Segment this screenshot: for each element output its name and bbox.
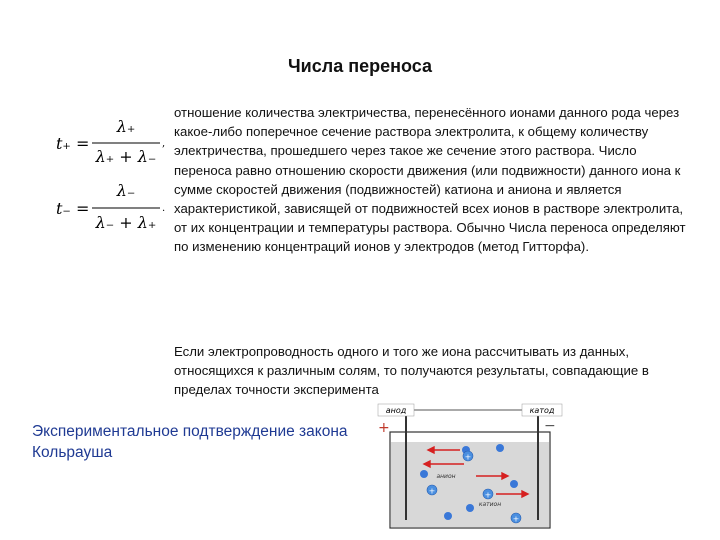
- slide-title: Числа переноса: [288, 56, 432, 76]
- figure-caption: Экспериментальное подтверждение закона Кольрауша: [32, 423, 348, 461]
- kohlrausch-paragraph: Если электропроводность одного и того же иона рассчитывать из данных, относящихся к различным солям, то получаются результаты, совпадающие в пределах точности эксперимента: [174, 344, 649, 398]
- formula-trail: ,: [162, 138, 166, 149]
- electrolysis-diagram: [372, 404, 568, 532]
- anode-plus-sign: +: [378, 420, 390, 436]
- cation-label: катион: [478, 501, 502, 508]
- formula-numerator: λ₊: [116, 117, 136, 136]
- cathode-minus-sign: −: [544, 418, 556, 434]
- anion: [466, 504, 474, 512]
- anion: [496, 444, 504, 452]
- cation: [511, 513, 521, 524]
- cathode-label: катод: [529, 406, 555, 415]
- formula-lhs: t₊ =: [56, 134, 90, 153]
- svg-text:+: +: [484, 490, 492, 500]
- anode-label: анод: [385, 406, 407, 415]
- anion: [420, 470, 428, 478]
- anion: [510, 480, 518, 488]
- formula-denominator: λ₊ + λ₋: [95, 147, 157, 166]
- anion-label: анион: [436, 473, 456, 480]
- svg-text:+: +: [428, 486, 436, 496]
- formula-lhs: t₋ =: [56, 199, 90, 218]
- formula-denominator: λ₋ + λ₊: [95, 213, 157, 232]
- formula-trail: .: [162, 203, 166, 214]
- cation: [463, 451, 473, 462]
- svg-text:+: +: [464, 452, 472, 462]
- formula-t-plus: [56, 116, 166, 168]
- cation: [483, 489, 493, 500]
- electrolysis-figure: [372, 404, 568, 532]
- formula-t-minus-svg: [56, 178, 166, 236]
- definition-paragraph: отношение количества электричества, перенесённого ионами данного рода через какое-либо поперечное сечение раствора электролита, к общему количеству электричества, прошедшего через такое же сечение этого раствора. Число переноса равно отношению скорости движения (или подвижности) данного иона к сумме скоростей движения (подвижностей) катиона и аниона и является характеристикой, зависящей от подвижностей всех ионов в растворе электролита, от их концентрации и температуры раствора. Обычно Числа переноса определяют по изменению концентраций ионов у электродов (метод Гитторфа).: [174, 105, 686, 255]
- formula-numerator: λ₋: [116, 181, 136, 200]
- cation: [427, 485, 437, 496]
- svg-text:+: +: [512, 514, 520, 524]
- formula-t-plus-svg: [56, 116, 166, 168]
- formula-t-minus: [56, 178, 166, 236]
- anion: [444, 512, 452, 520]
